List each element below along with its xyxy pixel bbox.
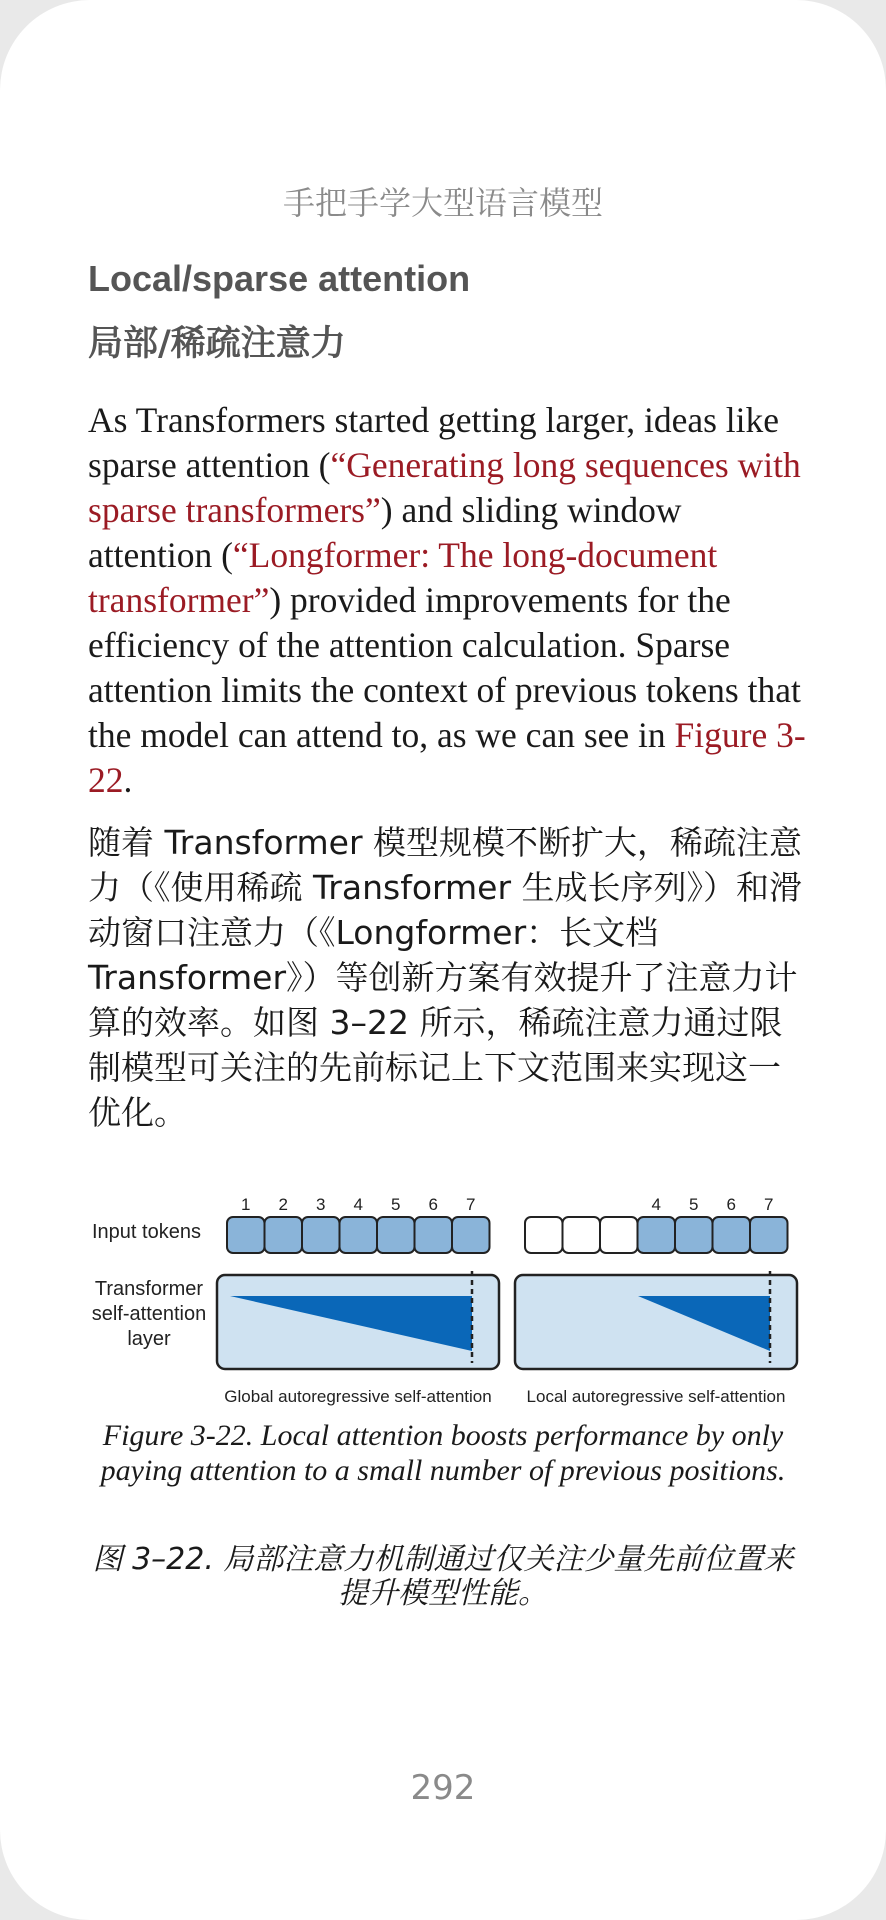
figure-caption-en: Figure 3-22. Local attention boosts performance by only paying attention to a small number of previous positions.: [100, 1419, 786, 1487]
global-attention-panel: [217, 1217, 499, 1406]
right-token-number: 7: [764, 1195, 774, 1214]
input-tokens-label: Input tokens: [92, 1221, 201, 1243]
book-title: 手把手学大型语言模型: [282, 184, 603, 222]
left-token-box: [415, 1217, 453, 1253]
left-token-number: 1: [241, 1195, 251, 1214]
left-token-number: 5: [391, 1195, 401, 1214]
left-token-box: [302, 1217, 340, 1253]
paragraph-zh: 随着 Transformer 模型规模不断扩大，稀疏注意力（《使用稀疏 Transformer 生成长序列》）和滑动窗口注意力（《Longformer：长文档 Transformer》）等创新方案有效提升了注意力计算的效率。如图 3–22 所示，稀疏注意力通过限制模型可关注的先前标记上下文范围来实现这一优化。: [88, 823, 802, 1132]
right-token-number: 6: [726, 1195, 736, 1214]
right-token-number: 4: [651, 1195, 661, 1214]
page-number: 292: [410, 1768, 476, 1808]
left-token-number: 2: [278, 1195, 288, 1214]
left-token-number: 3: [316, 1195, 326, 1214]
local-attention-panel: [515, 1217, 797, 1406]
right-token-box: [675, 1217, 713, 1253]
right-token-number: 5: [689, 1195, 699, 1214]
right-empty-token-box: [563, 1217, 601, 1253]
layer-label-line3: layer: [127, 1328, 171, 1350]
left-token-number: 4: [353, 1195, 363, 1214]
reference-link-longformer[interactable]: “Longformer: The long-document transformer”: [88, 535, 718, 620]
left-caption: Global autoregressive self-attention: [224, 1387, 492, 1406]
left-token-box: [227, 1217, 265, 1253]
paragraph-text: .: [123, 760, 133, 800]
paragraph-en: [88, 398, 808, 803]
right-token-box: [713, 1217, 751, 1253]
section-title-zh: 局部/稀疏注意力: [88, 324, 346, 364]
right-token-box: [638, 1217, 676, 1253]
paragraph-text: ) and sliding window attention (: [88, 490, 682, 575]
token-number-labels: [241, 1195, 773, 1214]
figure-local-attention: [82, 1185, 804, 1415]
reference-link-sparse-transformers[interactable]: “Generating long sequences with sparse transformers”: [88, 445, 801, 530]
attention-diagram: [82, 1185, 804, 1415]
section-title-en: Local/sparse attention: [88, 258, 471, 299]
figure-caption-zh: 图 3–22. 局部注意力机制通过仅关注少量先前位置来提升模型性能。: [92, 1542, 794, 1611]
right-token-row: [525, 1217, 788, 1253]
left-token-number: 6: [428, 1195, 438, 1214]
figure-link[interactable]: Figure 3-22: [88, 715, 806, 800]
right-empty-token-box: [525, 1217, 563, 1253]
layer-label-line1: Transformer: [94, 1278, 204, 1300]
right-caption: Local autoregressive self-attention: [526, 1387, 786, 1406]
left-token-box: [340, 1217, 378, 1253]
paragraph-text: As Transformers started getting larger, ideas like sparse attention (: [88, 400, 780, 485]
left-token-box: [265, 1217, 303, 1253]
layer-label-line2: self-attention: [91, 1303, 207, 1325]
right-empty-token-box: [600, 1217, 638, 1253]
left-token-box: [452, 1217, 490, 1253]
left-token-row: [227, 1217, 490, 1253]
left-token-box: [377, 1217, 415, 1253]
paragraph-text: ) provided improvements for the efficiency of the attention calculation. Sparse attention limits the context of previous tokens that the model can attend to, as we can see in: [88, 580, 801, 755]
right-token-box: [750, 1217, 788, 1253]
left-token-number: 7: [466, 1195, 476, 1214]
